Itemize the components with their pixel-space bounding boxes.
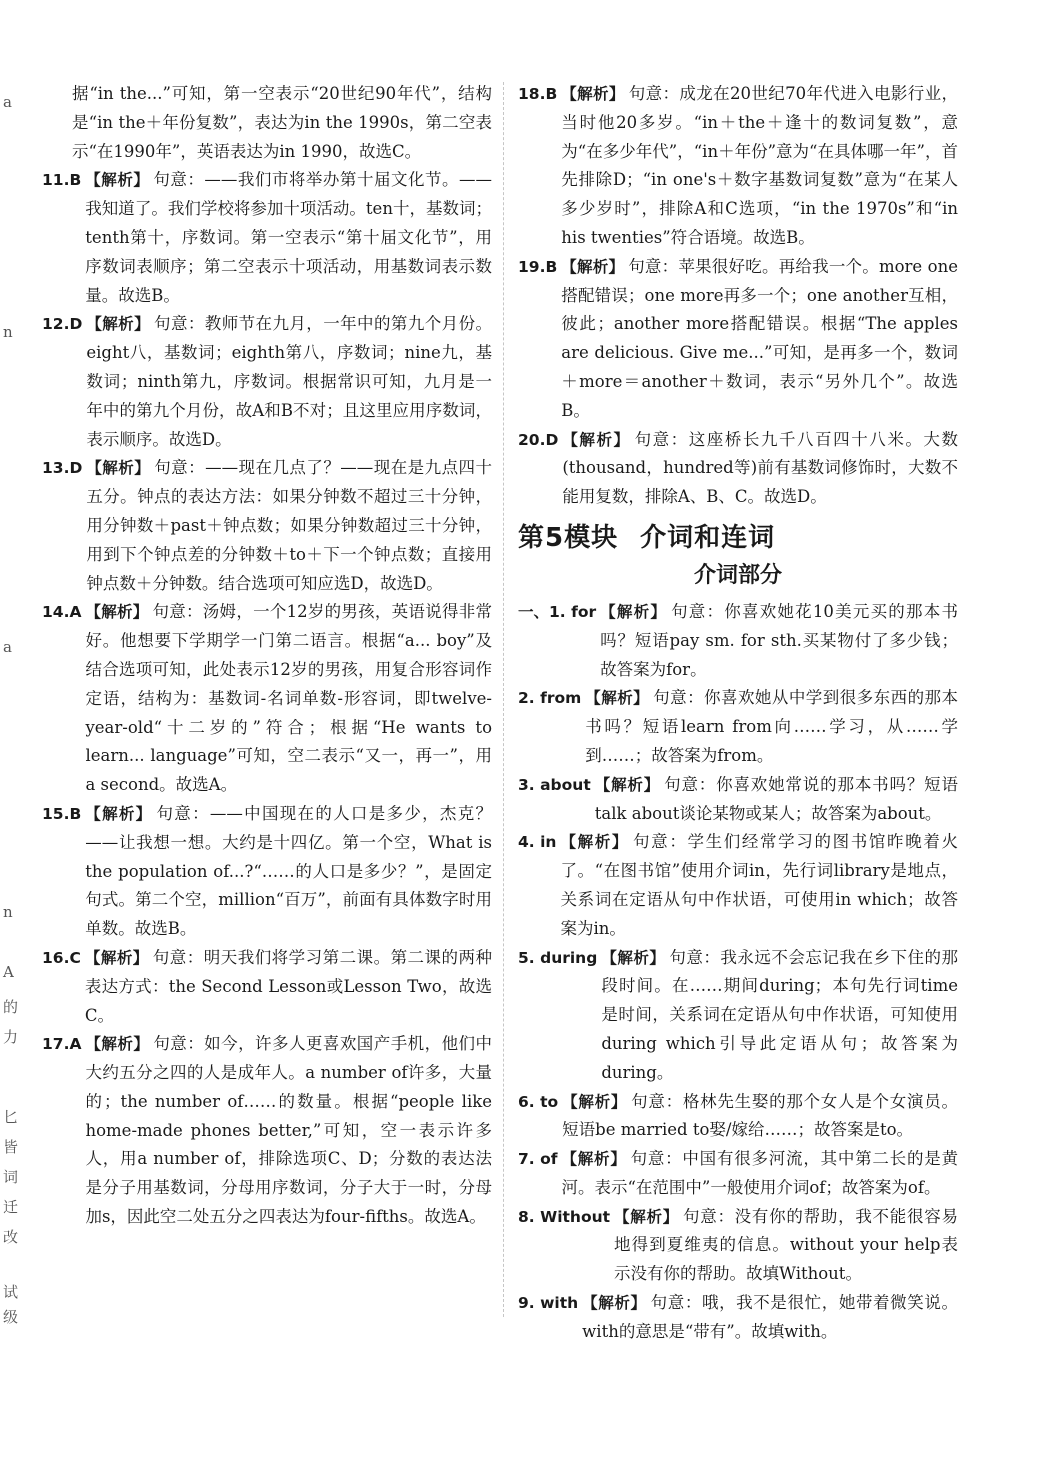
answer-item-p5: [518, 944, 958, 1088]
analysis-text: 句意：成龙在20世纪70年代进入电影行业，当时他20多岁。“in＋the＋逢十的数词复数”，意为“在多少年代”，“in＋年份”意为“在具体哪一年”，首先排除D；“in one's＋数字基数词复数”意为“在某人多少岁时”，排除A和C选项，“in the 1970s”和“in his twenties”符合语境。故选B。: [561, 84, 958, 247]
analysis-tag: 【解析】: [614, 1207, 679, 1226]
edge-glyph: 试: [3, 1283, 19, 1301]
edge-glyph: 皆: [3, 1138, 19, 1156]
analysis-tag: 【解析】: [84, 948, 149, 967]
analysis-text: 句意：教师节在九月，一年中的第九个月份。eight八，基数词；eighth第八，序数词；nine九，基数词；ninth第九，序数词。根据常识可知，九月是一年中的第九个月份，故A和B不对；且这里应用序数词，表示顺序。故选D。: [86, 314, 492, 449]
section-title: 介词部分: [693, 562, 782, 588]
answer-item-p8: [518, 1203, 958, 1289]
item-number: 15.B: [42, 804, 82, 823]
analysis-tag: 【解析】: [85, 603, 149, 622]
analysis-tag: 【解析】: [560, 833, 630, 852]
edge-glyph: A: [3, 963, 14, 981]
answer-item-p4: [518, 828, 958, 943]
edge-glyph: 的: [3, 998, 19, 1016]
analysis-text: 句意：这座桥长九千八百四十八米。大数(thousand，hundred等)前有基数词修饰时，大数不能用复数，排除A、B、C。故选D。: [562, 429, 958, 507]
item-number: 19.B: [518, 257, 558, 276]
answer-item-12: [42, 310, 492, 454]
analysis-text: 句意：明天我们将学习第二课。第二课的两种表达方式：the Second Lesson或Lesson Two，故选C。: [84, 947, 492, 1025]
answer-item-11: [42, 166, 492, 310]
item-number: 13.D: [42, 459, 83, 478]
item-number: 6. to: [518, 1092, 559, 1111]
answer-item-p3: [518, 771, 958, 829]
analysis-tag: 【解析】: [561, 85, 625, 103]
item-number: 5. during: [518, 948, 598, 967]
analysis-text: 句意：我永远不会忘记我在乡下住的那段时间。在……期间during；本句先行词time是时间，关系词在定语从句中作状语，可知使用during which引导此定语从句；故答案为during。: [601, 947, 958, 1082]
answer-item-p6: [518, 1088, 958, 1146]
analysis-text: 句意：没有你的帮助，我不能很容易地得到夏维夷的信息。without your help表示没有你的帮助。故填Without。: [614, 1206, 958, 1284]
item-number: 7. of: [518, 1150, 558, 1169]
analysis-tag: 【解析】: [562, 1092, 628, 1111]
analysis-text: 句意：哦，我不是很忙，她带着微笑说。with的意思是“带有”。故填with。: [582, 1293, 958, 1341]
analysis-text: 句意：汤姆，一个12岁的男孩，英语说得非常好。他想要下学期学一门第二语言。根据“a... boy”及结合选项可知，此处表示12岁的男孩，用复合形容词作定语，结构为：基数词-名词单数-形容词，即twelve-year-old“十二岁的”符合；根据“He wants to learn... language”可知，空二表示“又一，再一”，用a second。故选A。: [85, 602, 492, 795]
edge-glyph: 匕: [3, 1108, 19, 1126]
binding-edge: [0, 0, 46, 1460]
analysis-tag: 【解析】: [561, 1150, 627, 1169]
item-number: 2. from: [518, 689, 582, 708]
analysis-text: 句意：——我们市将举办第十届文化节。——我知道了。我们学校将参加十项活动。ten十，基数词；tenth第十，序数词。第一空表示“第十届文化节”，用序数词表顺序；第二空表示十项活动，用基数词表示数量。故选B。: [85, 170, 492, 305]
item-number: 9. with: [518, 1294, 579, 1313]
column-divider: [503, 82, 505, 1317]
answer-item-16: [42, 944, 492, 1030]
edge-glyph: 改: [3, 1228, 19, 1246]
analysis-tag: 【解析】: [600, 602, 668, 621]
answer-item-p1: [518, 598, 958, 684]
edge-glyph: 力: [3, 1028, 19, 1046]
answer-item-17: [42, 1030, 492, 1232]
analysis-text: 句意：如今，许多人更喜欢国产手机，他们中大约五分之四的人是成年人。a number of许多，大量的；the number of……的数量。根据“people like home-made phones better,”可知，空一表示许多人，用a number of，排除选项C、D；分数的表达法是分子用基数词，分母用序数词，分子大于一时，分母加s，因此空二处五分之四表达为four-fifths。故选A。: [85, 1034, 492, 1227]
item-number: 12.D: [42, 315, 83, 334]
analysis-text: 句意：——现在几点了？——现在是九点四十五分。钟点的表达方法：如果分钟数不超过三十分钟，用分钟数＋past＋钟点数；如果分钟数超过三十分钟，用到下个钟点差的分钟数＋to＋下一个钟点数；直接用钟点数＋分钟数。结合选项可知应选D，故选D。: [86, 458, 492, 593]
right-column: [518, 80, 958, 1347]
item-number: 14.A: [42, 603, 82, 622]
analysis-tag: 【解析】: [601, 948, 666, 967]
analysis-tag: 【解析】: [594, 775, 661, 794]
analysis-tag: 【解析】: [562, 430, 631, 449]
item-number: 8. Without: [518, 1207, 611, 1226]
analysis-tag: 【解析】: [86, 315, 151, 334]
continuation-paragraph: 据“in the...”可知，第一空表示“20世纪90年代”，结构是“in the＋年份复数”，表达为in the 1990s，第二空表示“在1990年”，英语表达为in 1990，故选C。: [72, 84, 492, 161]
answer-item-p2: [518, 684, 958, 770]
answer-item-13: [42, 454, 492, 598]
item-number: 20.D: [518, 430, 559, 449]
answer-item-19: [518, 253, 958, 426]
item-number: 17.A: [42, 1035, 82, 1054]
analysis-text: 句意：你喜欢她从中学到很多东西的那本书吗？短语learn from向……学习，从……学到……；故答案为from。: [585, 688, 958, 765]
analysis-tag: 【解析】: [561, 257, 625, 276]
edge-glyph: 迁: [3, 1198, 19, 1216]
analysis-text: 句意：格林先生娶的那个女人是个女演员。短语be married to娶/嫁给……；故答案是to。: [562, 1091, 958, 1140]
answer-item-20: [518, 426, 958, 512]
analysis-tag: 【解析】: [85, 804, 153, 823]
analysis-tag: 【解析】: [86, 459, 151, 478]
item-number: 4. in: [518, 833, 557, 852]
analysis-text: 句意：中国有很多河流，其中第二长的是黄河。表示“在范围中”一般使用介词of；故答案为of。: [561, 1149, 958, 1197]
analysis-tag: 【解析】: [582, 1294, 647, 1313]
edge-glyph: 级: [3, 1308, 19, 1326]
answer-item-p9: [518, 1289, 958, 1347]
item-number: 18.B: [518, 85, 558, 103]
edge-glyph: a: [3, 638, 12, 656]
left-column: [42, 80, 492, 1232]
analysis-text: 句意：你喜欢她常说的那本书吗？短语talk about谈论某物或某人；故答案为about。: [594, 774, 958, 823]
answer-item-p7: [518, 1145, 958, 1203]
analysis-tag: 【解析】: [585, 689, 650, 708]
edge-glyph: 词: [3, 1168, 19, 1186]
analysis-tag: 【解析】: [85, 1035, 150, 1054]
edge-glyph: n: [3, 323, 13, 341]
edge-glyph: a: [3, 93, 12, 111]
item-number: 一、1. for: [518, 602, 597, 621]
analysis-text: 句意：你喜欢她花10美元买的那本书吗？短语pay sm. for sth.买某物付了多少钱；故答案为for。: [600, 601, 958, 679]
answer-item-14: [42, 598, 492, 800]
edge-glyph: n: [3, 903, 13, 921]
analysis-text: 句意：——中国现在的人口是多少，杰克？——让我想一想。大约是十四亿。第一个空，What is the population of...?“……的人口是多少？”，是固定句式。第二个空，million“百万”，前面有具体数字时用单数。故选B。: [85, 803, 492, 939]
analysis-text: 句意：苹果很好吃。再给我一个。more one搭配错误；one more再多一个；one another互相，彼此；another more搭配错误。根据“The apples are delicious. Give me...”可知，是再多一个，数词＋more＝another＋数词，表示“另外几个”。故选B。: [561, 256, 958, 420]
answer-item-18: [518, 80, 958, 253]
module-title: 第5模块 介词和连词: [518, 522, 776, 553]
analysis-tag: 【解析】: [85, 171, 150, 190]
answer-item-15: [42, 800, 492, 944]
item-number: 3. about: [518, 775, 591, 794]
item-number: 11.B: [42, 171, 82, 190]
item-number: 16.C: [42, 948, 81, 967]
analysis-text: 句意：学生们经常学习的图书馆昨晚着火了。“在图书馆”使用介词in，先行词library是地点，关系词在定语从句中作状语，可使用in which；故答案为in。: [560, 832, 958, 938]
